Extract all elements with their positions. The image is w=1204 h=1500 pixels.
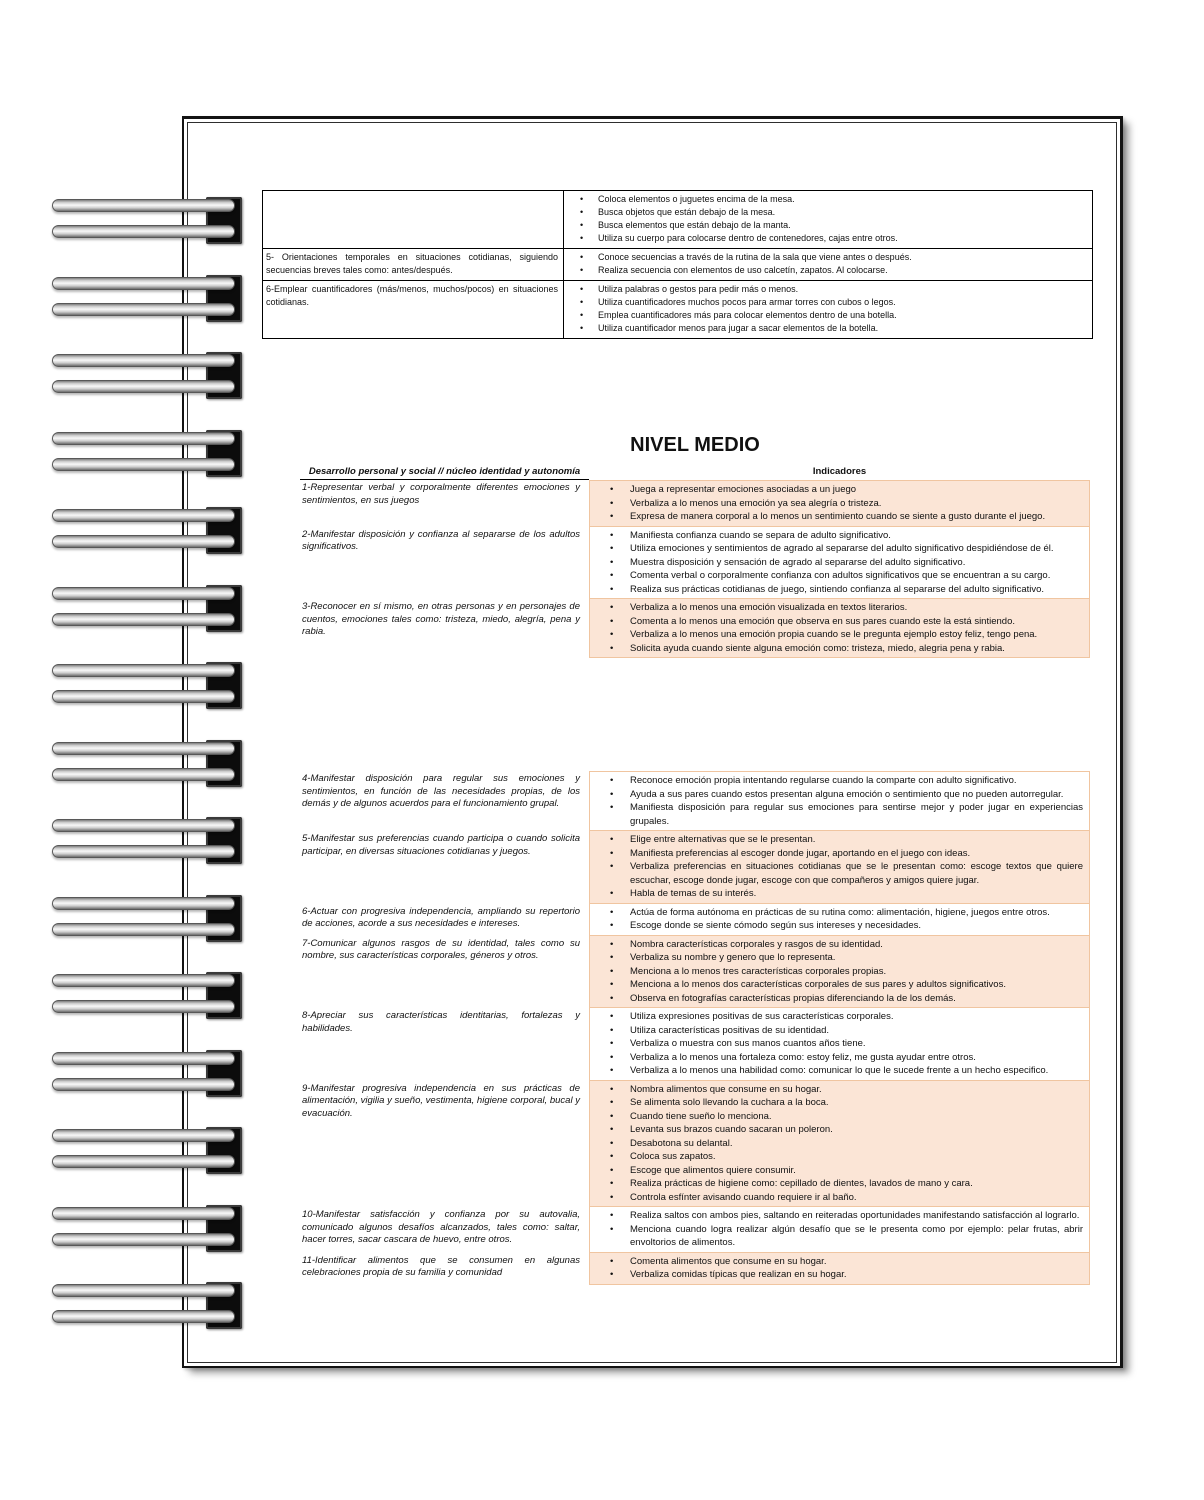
indicator-item: • Verbaliza preferencias en situaciones cotidianas que se le presentan como: escoge textos que quiere escuchar, escoge donde jugar, escoge con que compañeros y amigos quiere jugar. [590, 860, 1083, 887]
binding-wire-top [52, 354, 235, 367]
objective-row [300, 1207, 1090, 1253]
binding-wire-top [52, 664, 235, 677]
indicator-item: • Verbaliza comidas típicas que realizan en su hogar. [590, 1268, 1083, 1282]
indicator-list [564, 283, 1088, 335]
indicator-item: • Verbaliza a lo menos una habilidad como: comunicar lo que le sucede frente a un hecho especifico. [590, 1064, 1083, 1078]
binding-wire-bottom [52, 380, 235, 393]
table-row [263, 280, 1092, 338]
objective-row [300, 1008, 1090, 1081]
indicator-item: • Verbaliza o muestra con sus manos cuantos años tiene. [590, 1037, 1083, 1051]
binding-coil [52, 430, 242, 477]
binding-wire-top [52, 1207, 235, 1220]
objective-row [300, 599, 1090, 658]
indicator-item: • Realiza secuencia con elementos de uso calcetín, zapatos. Al colocarse. [564, 264, 1088, 277]
indicators-cell [564, 249, 1092, 280]
binding-coil [52, 1050, 242, 1097]
binding-coil [52, 662, 242, 709]
binding-wire-bottom [52, 535, 235, 548]
indicator-item: • Emplea cuantificadores más para colocar elementos dentro de una botella. [564, 309, 1088, 322]
indicator-list [589, 831, 1090, 904]
objective-text: 6-Actuar con progresiva independencia, ampliando su repertorio de acciones, acorde a sus necesidades e intereses. [302, 905, 580, 929]
table-row [263, 248, 1092, 280]
objective-row [300, 1081, 1090, 1208]
indicator-item: • Realiza prácticas de higiene como: cepillado de dientes, lavados de mano y cara. [590, 1177, 1083, 1191]
indicator-item: • Cuando tiene sueño lo menciona. [590, 1110, 1083, 1124]
binding-wire-bottom [52, 458, 235, 471]
indicator-item: • Juega a representar emociones asociadas a un juego [590, 483, 1083, 497]
indicator-item: • Observa en fotografías características propias diferenciando la de los demás. [590, 992, 1083, 1006]
indicator-item: • Utiliza palabras o gestos para pedir más o menos. [564, 283, 1088, 296]
column-header-indicators: Indicadores [812, 466, 867, 477]
binding-coil [52, 507, 242, 554]
binding-coil [52, 1127, 242, 1174]
notebook-page [182, 116, 1123, 1368]
indicator-item: • Reconoce emoción propia intentando regularse cuando la comparte con adulto significativo. [590, 774, 1083, 788]
spiral-binding [0, 0, 260, 1500]
objective-text: 1-Representar verbal y corporalmente diferentes emociones y sentimientos, en sus juegos [302, 482, 580, 506]
binding-wire-top [52, 1052, 235, 1065]
indicator-item: • Coloca sus zapatos. [590, 1150, 1083, 1164]
indicator-item: • Coloca elementos o juguetes encima de la mesa. [564, 193, 1088, 206]
binding-wire-bottom [52, 768, 235, 781]
binding-coil [52, 972, 242, 1019]
development-table [300, 466, 1090, 1285]
indicator-item: • Habla de temas de su interés. [590, 887, 1083, 901]
binding-wire-top [52, 1284, 235, 1297]
objective-text: 4-Manifestar disposición para regular sus emociones y sentimientos, en función de las necesidades propias, de los demás y de algunos acuerdos para el funcionamiento grupal. [302, 773, 580, 809]
indicator-list [589, 527, 1090, 600]
binding-coil [52, 352, 242, 399]
objective-text: 11-Identificar alimentos que se consumen en algunas celebraciones propia de su familia y comunidad [302, 1254, 580, 1278]
objective-row [300, 527, 1090, 600]
objective-text: 3-Reconocer en sí mismo, en otras personas y en personajes de cuentos, emociones tales como: tristeza, miedo, alegría, pena y rabia. [302, 601, 580, 637]
binding-wire-top [52, 277, 235, 290]
binding-wire-bottom [52, 1310, 235, 1323]
binding-wire-top [52, 742, 235, 755]
binding-wire-top [52, 897, 235, 910]
column-header-development: Desarrollo personal y social // núcleo identidad y autonomía [300, 466, 589, 480]
indicator-list [589, 480, 1090, 527]
objective-row [300, 1253, 1090, 1285]
indicator-list [564, 193, 1088, 245]
section-title: NIVEL MEDIO [630, 434, 760, 456]
indicator-item: • Se alimenta solo llevando la cuchara a la boca. [590, 1096, 1083, 1110]
indicator-list [589, 1253, 1090, 1285]
binding-wire-top [52, 509, 235, 522]
indicator-item: • Utiliza cuantificadores muchos pocos para armar torres con cubos o legos. [564, 296, 1088, 309]
objective-row [300, 904, 1090, 936]
binding-wire-top [52, 974, 235, 987]
table-row [263, 191, 1092, 248]
objective-cell [263, 191, 564, 248]
indicator-list [589, 936, 1090, 1009]
objective-row [300, 480, 1090, 527]
binding-wire-top [52, 819, 235, 832]
binding-coil [52, 895, 242, 942]
page-break-gap [300, 658, 1090, 771]
binding-coil [52, 585, 242, 632]
binding-coil [52, 740, 242, 787]
indicators-cell [564, 191, 1092, 248]
indicator-item: • Expresa de manera corporal a lo menos un sentimiento cuando se siente a gusto durante el juego. [590, 510, 1083, 524]
binding-coil [52, 1205, 242, 1252]
objective-text: 8-Apreciar sus características identitarias, fortalezas y habilidades. [302, 1010, 580, 1034]
binding-wire-bottom [52, 1078, 235, 1091]
binding-wire-bottom [52, 1000, 235, 1013]
indicator-item: • Menciona a lo menos tres características corporales propias. [590, 965, 1083, 979]
objective-text: 5-Manifestar sus preferencias cuando participa o cuando solicita participar, en diversas situaciones cotidianas y juegos. [302, 833, 580, 857]
binding-wire-bottom [52, 303, 235, 316]
binding-wire-bottom [52, 613, 235, 626]
indicator-list [589, 1008, 1090, 1081]
binding-wire-bottom [52, 1155, 235, 1168]
indicator-list [589, 904, 1090, 936]
indicator-item: • Escoge que alimentos quiere consumir. [590, 1164, 1083, 1178]
indicator-item: • Escoge donde se siente cómodo según sus intereses y necesidades. [590, 919, 1083, 933]
binding-wire-bottom [52, 923, 235, 936]
indicator-item: • Verbaliza a lo menos una emoción propia cuando se le pregunta ejemplo estoy feliz, tengo pena. [590, 628, 1083, 642]
indicator-item: • Comenta alimentos que consume en su hogar. [590, 1255, 1083, 1269]
indicator-item: • Actúa de forma autónoma en prácticas de su rutina como: alimentación, higiene, juegos entre otros. [590, 906, 1083, 920]
objective-row [300, 831, 1090, 904]
objective-cell: 5- Orientaciones temporales en situaciones cotidianas, siguiendo secuencias breves tales como: antes/después. [263, 249, 564, 280]
indicator-item: • Elige entre alternativas que se le presentan. [590, 833, 1083, 847]
binding-coil [52, 1282, 242, 1329]
indicator-item: • Utiliza características positivas de su identidad. [590, 1024, 1083, 1038]
indicator-item: • Verbaliza a lo menos una fortaleza como: estoy feliz, me gusta ayudar entre otros. [590, 1051, 1083, 1065]
indicator-item: • Ayuda a sus pares cuando estos presentan alguna emoción o sentimiento que no pueden autorregular. [590, 788, 1083, 802]
binding-coil [52, 275, 242, 322]
indicator-item: • Desabotona su delantal. [590, 1137, 1083, 1151]
indicator-item: • Comenta a lo menos una emoción que observa en sus pares cuando este la está sintiendo. [590, 615, 1083, 629]
binding-coil [52, 197, 242, 244]
binding-wire-top [52, 432, 235, 445]
binding-wire-top [52, 587, 235, 600]
indicator-item: • Realiza sus prácticas cotidianas de juego, sintiendo confianza al separarse del adulto significativo. [590, 583, 1083, 597]
indicator-item: • Manifiesta disposición para regular sus emociones para sentirse mejor y poder jugar en experiencias grupales. [590, 801, 1083, 828]
indicator-item: • Realiza saltos con ambos pies, saltando en reiteradas oportunidades manifestando satisfacción al lograrlo. [590, 1209, 1083, 1223]
indicator-item: • Menciona cuando logra realizar algún desafío que se le presenta como por ejemplo: pelar frutas, abrir envoltorios de alimentos. [590, 1223, 1083, 1250]
indicator-item: • Levanta sus brazos cuando sacaran un poleron. [590, 1123, 1083, 1137]
objective-text: 7-Comunicar algunos rasgos de su identidad, tales como su nombre, sus características corporales, géneros y otros. [302, 937, 580, 961]
objective-row [300, 936, 1090, 1009]
indicator-item: • Controla esfínter avisando cuando requiere ir al baño. [590, 1191, 1083, 1205]
binding-coil [52, 817, 242, 864]
binding-wire-top [52, 199, 235, 212]
indicator-item: • Menciona a lo menos dos características corporales de sus pares y adultos significativos. [590, 978, 1083, 992]
table-header-row [300, 466, 1090, 480]
indicator-list [589, 771, 1090, 831]
objective-text: 10-Manifestar satisfacción y confianza por su autovalia, comunicado algunos desafíos alcanzados, tales como: saltar, hacer torres, sacar cascara de huevo, entre otros. [302, 1209, 580, 1245]
indicator-item: • Utiliza cuantificador menos para jugar a sacar elementos de la botella. [564, 322, 1088, 335]
indicator-item: • Muestra disposición y sensación de agrado al separarse del adulto significativo. [590, 556, 1083, 570]
objective-text: 2-Manifestar disposición y confianza al separarse de los adultos significativos. [302, 528, 580, 552]
objective-row [300, 771, 1090, 831]
indicator-item: • Manifiesta confianza cuando se separa de adulto significativo. [590, 529, 1083, 543]
temporal-quantifiers-table [262, 190, 1093, 339]
binding-wire-bottom [52, 845, 235, 858]
indicator-list [589, 1081, 1090, 1208]
indicator-list [589, 1207, 1090, 1253]
indicator-item: • Comenta verbal o corporalmente confianza con adultos significativos que se encuentran a su cargo. [590, 569, 1083, 583]
indicator-item: • Solicita ayuda cuando siente alguna emoción como: tristeza, miedo, alegria pena y rabia. [590, 642, 1083, 656]
indicator-item: • Busca elementos que están debajo de la manta. [564, 219, 1088, 232]
indicators-cell [564, 281, 1092, 338]
indicator-list [589, 599, 1090, 658]
indicator-item: • Verbaliza su nombre y genero que lo representa. [590, 951, 1083, 965]
binding-wire-bottom [52, 690, 235, 703]
objective-cell: 6-Emplear cuantificadores (más/menos, muchos/pocos) en situaciones cotidianas. [263, 281, 564, 338]
indicator-item: • Utiliza emociones y sentimientos de agrado al separarse del adulto significativo despidiéndose de él. [590, 542, 1083, 556]
indicator-item: • Nombra características corporales y rasgos de su identidad. [590, 938, 1083, 952]
indicator-item: • Utiliza su cuerpo para colocarse dentro de contenedores, cajas entre otros. [564, 232, 1088, 245]
indicator-item: • Conoce secuencias a través de la rutina de la sala que viene antes o después. [564, 251, 1088, 264]
indicator-item: • Nombra alimentos que consume en su hogar. [590, 1083, 1083, 1097]
indicator-item: • Verbaliza a lo menos una emoción ya sea alegría o tristeza. [590, 497, 1083, 511]
objective-text: 9-Manifestar progresiva independencia en sus prácticas de alimentación, vigilia y sueño, vestimenta, higiene corporal, bucal y evacuación. [302, 1082, 580, 1119]
indicator-list [564, 251, 1088, 277]
indicator-item: • Manifiesta preferencias al escoger donde jugar, aportando en el juego con ideas. [590, 847, 1083, 861]
binding-wire-top [52, 1129, 235, 1142]
indicator-item: • Busca objetos que están debajo de la mesa. [564, 206, 1088, 219]
indicator-item: • Verbaliza a lo menos una emoción visualizada en textos literarios. [590, 601, 1083, 615]
binding-wire-bottom [52, 1233, 235, 1246]
binding-wire-bottom [52, 225, 235, 238]
indicator-item: • Utiliza expresiones positivas de sus características corporales. [590, 1010, 1083, 1024]
